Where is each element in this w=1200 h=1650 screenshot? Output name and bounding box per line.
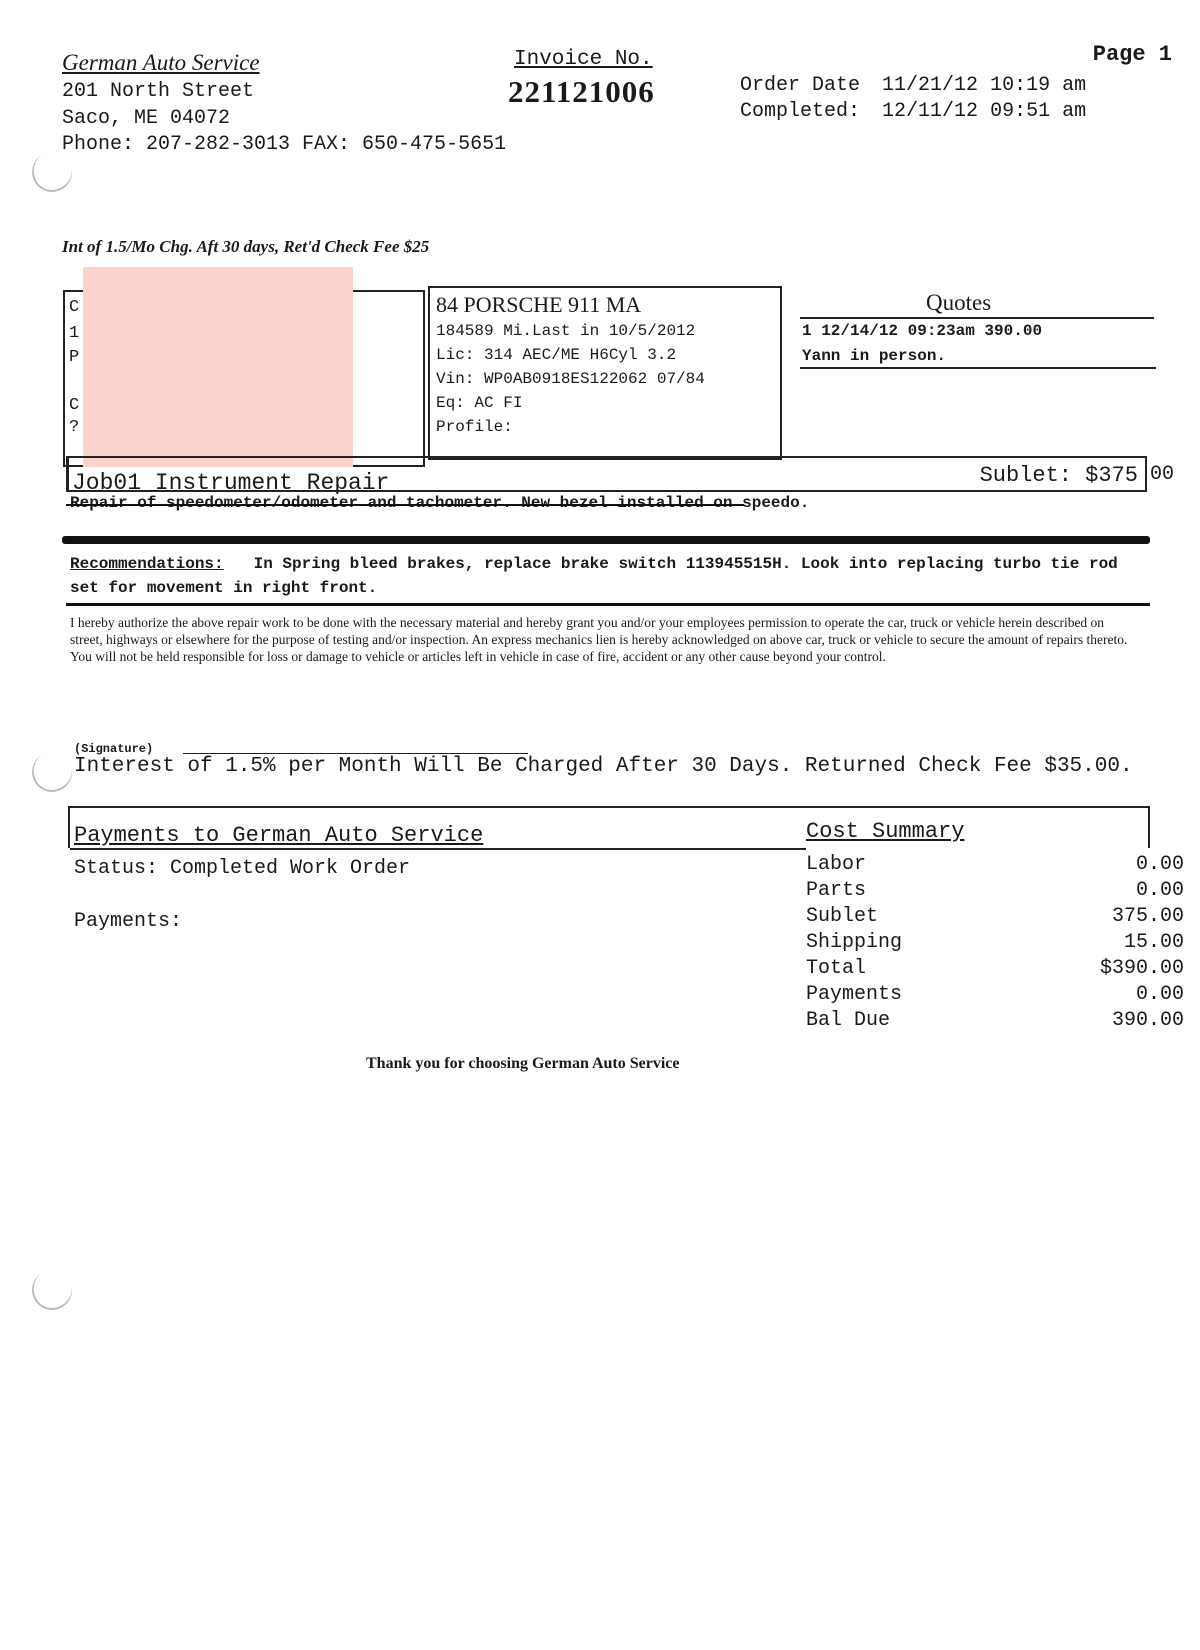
customer-fragment: ? [69, 418, 80, 437]
completed-date-value: 12/11/12 09:51 am [882, 100, 1087, 123]
vehicle-license: Lic: 314 AEC/ME H6Cyl 3.2 [436, 346, 677, 364]
order-date-label: Order Date [740, 74, 861, 97]
hole-punch-middle [26, 746, 77, 797]
job-sublet-cents: 00 [1150, 463, 1175, 486]
thank-you-message: Thank you for choosing German Auto Service [366, 1055, 680, 1072]
cost-amount: $390.00 [1099, 957, 1184, 980]
vehicle-info-box [428, 286, 782, 460]
job-description: Repair of speedometer/odometer and tachometer. New bezel installed on speedo. [70, 494, 810, 512]
customer-fragment: C [69, 396, 80, 415]
cost-label: Labor [806, 853, 867, 876]
company-phone-fax: Phone: 207-282-3013 FAX: 650-475-5651 [62, 133, 507, 156]
vehicle-profile: Profile: [436, 418, 513, 436]
invoice-label: Invoice No. [514, 48, 653, 71]
company-name: German Auto Service [62, 50, 260, 75]
payments-label: Payments: [74, 910, 183, 933]
cost-amount: 0.00 [1135, 983, 1184, 1006]
quotes-title: Quotes [926, 290, 992, 315]
company-address-line1: 201 North Street [62, 80, 255, 103]
interest-notice: Interest of 1.5% per Month Will Be Charged After 30 Days. Returned Check Fee $35.00. [74, 755, 1133, 778]
payments-title: Payments to German Auto Service [74, 823, 484, 848]
authorization-text: I hereby authorize the above repair work to be done with the necessary material and hereby grant you and/or your employees permission to operate the car, truck or vehicle herein described on street, highways or elsewhere for the purpose of testing and/or inspection. An express mechanics lien is hereby acknowledged on above car, truck or vehicle to secure the amount of repairs thereto. You will not be held responsible for loss or damage to vehicle or articles left in vehicle in case of fire, accident or any other cause beyond your control. [70, 615, 1128, 664]
order-date-row [740, 74, 1086, 97]
quotes-divider [800, 367, 1156, 369]
recommendations-text: In Spring bleed brakes, replace brake switch 113945515H. Look into replacing turbo tie rod set for movement in right front. [70, 555, 1118, 597]
quotes-divider [800, 317, 1154, 319]
redaction-block [83, 267, 353, 467]
cost-label: Total [806, 957, 867, 980]
cost-amount: 15.00 [1123, 931, 1184, 954]
cost-label: Shipping [806, 931, 903, 954]
cost-amount: 0.00 [1135, 853, 1184, 876]
cost-amount: 0.00 [1135, 879, 1184, 902]
quote-note: Yann in person. [802, 347, 947, 365]
order-date-value: 11/21/12 10:19 am [882, 74, 1087, 97]
cost-label: Sublet [806, 905, 879, 928]
signature-label: (Signature) [74, 742, 154, 756]
job-sublet-amount: Sublet: $375 [979, 463, 1138, 488]
recommendations-label: Recommendations: [70, 555, 224, 573]
vehicle-vin: Vin: WP0AB0918ES122062 07/84 [436, 370, 705, 388]
completed-date-label: Completed: [740, 100, 861, 123]
hole-punch-bottom [26, 1264, 77, 1315]
customer-fragment: C [69, 298, 80, 317]
cost-summary-title: Cost Summary [806, 819, 965, 844]
cost-label: Payments [806, 983, 903, 1006]
cost-label: Bal Due [806, 1009, 891, 1032]
strike-line [66, 504, 744, 506]
cost-label: Parts [806, 879, 867, 902]
customer-fragment: 1 [69, 324, 80, 343]
invoice-number: 221121006 [508, 74, 655, 109]
customer-info-box [63, 290, 425, 467]
recommendations [70, 552, 1150, 600]
section-divider [62, 536, 1150, 544]
vehicle-equipment: Eq: AC FI [436, 394, 523, 412]
customer-fragment: P [69, 348, 80, 367]
section-divider [66, 603, 1150, 606]
completed-date-row [740, 100, 1086, 123]
cost-amount: 375.00 [1111, 905, 1184, 928]
interest-terms-line: Int of 1.5/Mo Chg. Aft 30 days, Ret'd Check Fee $25 [62, 237, 430, 256]
work-order-status: Status: Completed Work Order [74, 857, 411, 880]
cost-amount: 390.00 [1111, 1009, 1184, 1032]
company-address-line2: Saco, ME 04072 [62, 107, 231, 130]
vehicle-mileage: 184589 Mi.Last in 10/5/2012 [436, 322, 696, 340]
job-title: Job01 Instrument Repair [72, 470, 390, 496]
page-number: Page 1 [1092, 42, 1172, 67]
quote-line: 1 12/14/12 09:23am 390.00 [802, 322, 1043, 340]
vehicle-title: 84 PORSCHE 911 MA [436, 292, 642, 317]
